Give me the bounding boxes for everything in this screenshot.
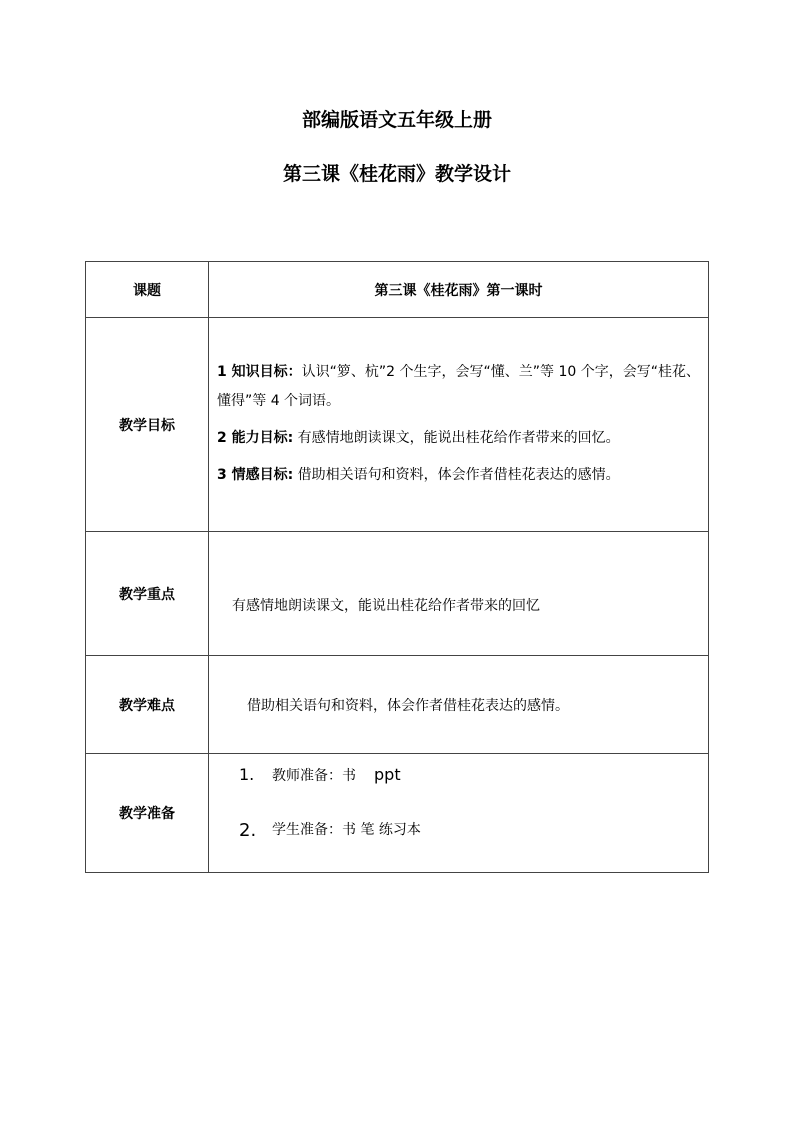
lesson-plan-table (85, 261, 709, 873)
goal-ability-text: 有感情地朗读课文，能说出桂花给作者带来的回忆。 (297, 430, 620, 446)
list-number: 2. (239, 820, 257, 841)
key-points-text: 有感情地朗读课文，能说出桂花给作者带来的回忆 (232, 598, 540, 614)
goal-emotion-heading: 3 情感目标: (217, 467, 294, 483)
teacher-prep-extra: ppt (374, 765, 401, 784)
difficulties-content (209, 656, 709, 754)
goal-knowledge-text: 认识“箩、杭”2 个生字，会写“懂、兰”等 10 个字，会写“桂花、懂得”等 4 个词语。 (217, 364, 700, 409)
topic-value: 第三课《桂花雨》第一课时 (209, 262, 709, 318)
topic-label: 课题 (86, 262, 209, 318)
difficulties-label: 教学难点 (86, 656, 209, 754)
goal-knowledge (217, 358, 700, 416)
goals-content (209, 318, 709, 532)
student-prep-text: 学生准备：书 笔 练习本 (272, 822, 421, 838)
preparation-content (209, 754, 709, 873)
preparation-label: 教学准备 (86, 754, 209, 873)
table-row-key-points (86, 532, 709, 656)
key-points-content (209, 532, 709, 656)
list-item (239, 760, 708, 816)
table-row-preparation (86, 754, 709, 873)
list-item (239, 816, 708, 872)
goal-knowledge-heading: 1 知识目标： (217, 364, 302, 380)
key-points-label: 教学重点 (86, 532, 209, 656)
goal-emotion-text: 借助相关语句和资料，体会作者借桂花表达的感情。 (297, 467, 620, 483)
teacher-prep-text: 教师准备：书 (272, 768, 356, 784)
goal-emotion (217, 461, 700, 490)
list-number: 1. (239, 765, 255, 784)
table-row-goals (86, 318, 709, 532)
preparation-list (209, 754, 708, 872)
difficulties-text: 借助相关语句和资料，体会作者借桂花表达的感情。 (247, 698, 569, 714)
goal-ability-heading: 2 能力目标: (217, 430, 294, 446)
goals-label: 教学目标 (86, 318, 209, 532)
goal-ability (217, 424, 700, 453)
document-subtitle: 第三课《桂花雨》教学设计 (282, 163, 511, 185)
document-title: 部编版语文五年级上册 (301, 109, 492, 131)
table-row-topic (86, 262, 709, 318)
table-row-difficulties (86, 656, 709, 754)
